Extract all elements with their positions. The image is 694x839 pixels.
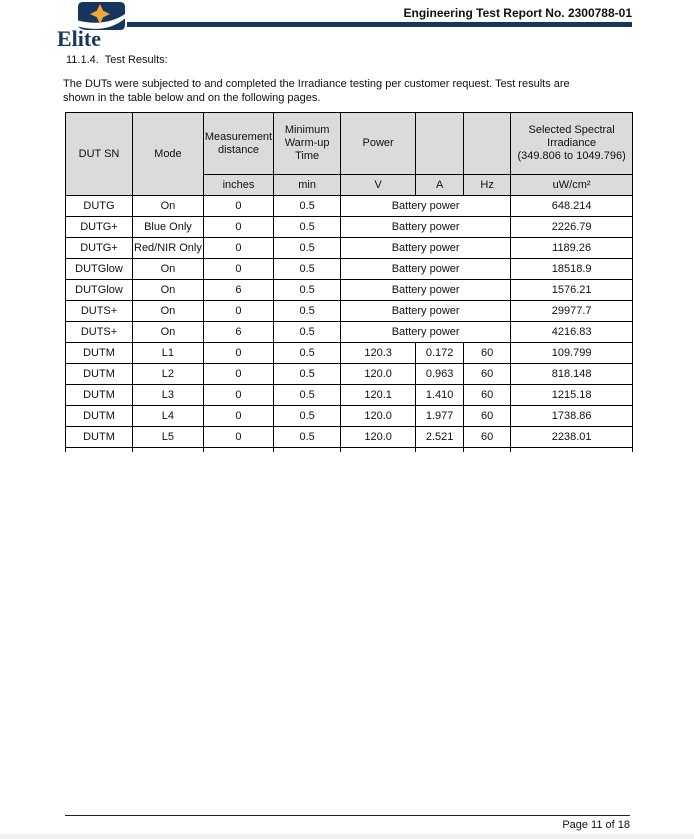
table-body bbox=[66, 196, 633, 448]
col-header-mode: Mode bbox=[133, 113, 204, 196]
cell-volts: 120.0 bbox=[341, 406, 416, 427]
cell-power: Battery power bbox=[341, 301, 511, 322]
cell-warmup: 0.5 bbox=[274, 196, 341, 217]
cell-irradiance: 648.214 bbox=[511, 196, 633, 217]
cell-mode: On bbox=[133, 280, 204, 301]
stub-cell bbox=[464, 448, 511, 453]
cell-irradiance: 18518.9 bbox=[511, 259, 633, 280]
cell-dut-sn: DUTM bbox=[66, 364, 133, 385]
cell-mode: L3 bbox=[133, 385, 204, 406]
stub-cell bbox=[203, 448, 273, 453]
cell-amps: 0.963 bbox=[416, 364, 464, 385]
cell-mode: Blue Only bbox=[133, 217, 204, 238]
cell-dut-sn: DUTG bbox=[66, 196, 133, 217]
cell-warmup: 0.5 bbox=[274, 238, 341, 259]
cell-warmup: 0.5 bbox=[274, 322, 341, 343]
unit-inches: inches bbox=[203, 175, 273, 196]
cell-distance: 6 bbox=[203, 280, 273, 301]
cell-volts: 120.0 bbox=[341, 364, 416, 385]
cell-irradiance: 1576.21 bbox=[511, 280, 633, 301]
stub-cell bbox=[416, 448, 464, 453]
cell-distance: 0 bbox=[203, 238, 273, 259]
header-line: (349.806 to 1049.796) bbox=[517, 150, 626, 162]
cell-mode: L5 bbox=[133, 427, 204, 448]
header-line: Minimum bbox=[284, 124, 330, 136]
col-header-empty-hz bbox=[464, 113, 511, 175]
cell-distance: 0 bbox=[203, 406, 273, 427]
cell-hz: 60 bbox=[464, 343, 511, 364]
stub-cell bbox=[511, 448, 633, 453]
logo-wordmark: Elite bbox=[57, 26, 101, 48]
cell-amps: 1.977 bbox=[416, 406, 464, 427]
cell-irradiance: 818.148 bbox=[511, 364, 633, 385]
cell-warmup: 0.5 bbox=[274, 301, 341, 322]
cell-volts: 120.3 bbox=[341, 343, 416, 364]
cell-power: Battery power bbox=[341, 280, 511, 301]
unit-hz: Hz bbox=[464, 175, 511, 196]
cell-dut-sn: DUTS+ bbox=[66, 322, 133, 343]
header-line: Selected Spectral bbox=[528, 124, 615, 136]
col-header-power: Power bbox=[341, 113, 416, 175]
cell-warmup: 0.5 bbox=[274, 385, 341, 406]
cell-warmup: 0.5 bbox=[274, 343, 341, 364]
cell-irradiance: 2238.01 bbox=[511, 427, 633, 448]
cell-volts: 120.1 bbox=[341, 385, 416, 406]
cell-mode: On bbox=[133, 322, 204, 343]
cell-dut-sn: DUTM bbox=[66, 343, 133, 364]
cell-amps: 1.410 bbox=[416, 385, 464, 406]
cell-hz: 60 bbox=[464, 385, 511, 406]
cell-distance: 0 bbox=[203, 385, 273, 406]
cell-irradiance: 1738.86 bbox=[511, 406, 633, 427]
cell-mode: On bbox=[133, 196, 204, 217]
cell-irradiance: 1189.26 bbox=[511, 238, 633, 259]
header-line: distance bbox=[218, 143, 259, 156]
col-header-measurement-distance bbox=[203, 113, 273, 175]
cell-distance: 0 bbox=[203, 364, 273, 385]
header-line: Measurement bbox=[204, 130, 273, 143]
stub-cell bbox=[133, 448, 204, 453]
col-header-min-warmup bbox=[274, 113, 341, 175]
cell-dut-sn: DUTM bbox=[66, 427, 133, 448]
cell-power: Battery power bbox=[341, 238, 511, 259]
cell-power: Battery power bbox=[341, 196, 511, 217]
table-row bbox=[66, 259, 633, 280]
paragraph-line: The DUTs were subjected to and completed the Irradiance testing per customer request. Test results are bbox=[63, 78, 570, 90]
section-heading: 11.1.4. Test Results: bbox=[66, 54, 168, 66]
cell-amps: 2.521 bbox=[416, 427, 464, 448]
cell-dut-sn: DUTM bbox=[66, 406, 133, 427]
cell-warmup: 0.5 bbox=[274, 259, 341, 280]
cell-distance: 0 bbox=[203, 301, 273, 322]
header-line: Time bbox=[295, 150, 320, 162]
cell-dut-sn: DUTG+ bbox=[66, 238, 133, 259]
cell-power: Battery power bbox=[341, 217, 511, 238]
header-line: Irradiance bbox=[547, 137, 597, 149]
cell-distance: 0 bbox=[203, 259, 273, 280]
cell-mode: L2 bbox=[133, 364, 204, 385]
cell-dut-sn: DUTGlow bbox=[66, 259, 133, 280]
table-row bbox=[66, 427, 633, 448]
col-header-irradiance bbox=[511, 113, 633, 175]
cell-hz: 60 bbox=[464, 364, 511, 385]
cell-warmup: 0.5 bbox=[274, 427, 341, 448]
paragraph-line: shown in the table below and on the following pages. bbox=[63, 92, 321, 104]
table-row bbox=[66, 238, 633, 259]
table-row bbox=[66, 385, 633, 406]
cell-mode: L4 bbox=[133, 406, 204, 427]
table-row bbox=[66, 301, 633, 322]
body-paragraph bbox=[63, 77, 570, 105]
cell-irradiance: 109.799 bbox=[511, 343, 633, 364]
continuation-stub-row bbox=[66, 448, 633, 453]
cell-warmup: 0.5 bbox=[274, 217, 341, 238]
header-row-labels bbox=[66, 113, 633, 175]
cell-hz: 60 bbox=[464, 427, 511, 448]
cell-irradiance: 1215.18 bbox=[511, 385, 633, 406]
cell-warmup: 0.5 bbox=[274, 280, 341, 301]
table-row bbox=[66, 280, 633, 301]
cell-dut-sn: DUTG+ bbox=[66, 217, 133, 238]
col-header-dut-sn: DUT SN bbox=[66, 113, 133, 196]
cell-dut-sn: DUTM bbox=[66, 385, 133, 406]
stub-cell bbox=[274, 448, 341, 453]
table-row bbox=[66, 343, 633, 364]
cell-irradiance: 2226.79 bbox=[511, 217, 633, 238]
elite-logo bbox=[57, 1, 127, 48]
unit-volts: V bbox=[341, 175, 416, 196]
stub-cell bbox=[66, 448, 133, 453]
cell-power: Battery power bbox=[341, 259, 511, 280]
results-table bbox=[65, 112, 633, 452]
cell-distance: 0 bbox=[203, 427, 273, 448]
cell-irradiance: 4216.83 bbox=[511, 322, 633, 343]
header-rule bbox=[127, 22, 632, 27]
cell-distance: 0 bbox=[203, 343, 273, 364]
cell-mode: Red/NIR Only bbox=[133, 238, 204, 259]
cell-irradiance: 29977.7 bbox=[511, 301, 633, 322]
unit-min: min bbox=[274, 175, 341, 196]
cell-dut-sn: DUTGlow bbox=[66, 280, 133, 301]
table-row bbox=[66, 406, 633, 427]
stub-cell bbox=[341, 448, 416, 453]
cell-mode: On bbox=[133, 301, 204, 322]
header-line: Warm-up bbox=[284, 137, 330, 149]
cell-warmup: 0.5 bbox=[274, 364, 341, 385]
table-row bbox=[66, 217, 633, 238]
table-row bbox=[66, 364, 633, 385]
cell-amps: 0.172 bbox=[416, 343, 464, 364]
page-number: Page 11 of 18 bbox=[562, 819, 630, 831]
table-row bbox=[66, 322, 633, 343]
cell-power: Battery power bbox=[341, 322, 511, 343]
cell-distance: 6 bbox=[203, 322, 273, 343]
unit-amps: A bbox=[416, 175, 464, 196]
unit-uw-cm2: uW/cm² bbox=[511, 175, 633, 196]
cell-dut-sn: DUTS+ bbox=[66, 301, 133, 322]
report-title: Engineering Test Report No. 2300788-01 bbox=[403, 6, 632, 20]
cell-mode: On bbox=[133, 259, 204, 280]
cell-hz: 60 bbox=[464, 406, 511, 427]
cell-distance: 0 bbox=[203, 217, 273, 238]
page-bottom-edge bbox=[0, 834, 694, 839]
cell-warmup: 0.5 bbox=[274, 406, 341, 427]
footer-rule bbox=[65, 815, 630, 816]
table-row bbox=[66, 196, 633, 217]
cell-volts: 120.0 bbox=[341, 427, 416, 448]
col-header-empty-a bbox=[416, 113, 464, 175]
cell-mode: L1 bbox=[133, 343, 204, 364]
cell-distance: 0 bbox=[203, 196, 273, 217]
